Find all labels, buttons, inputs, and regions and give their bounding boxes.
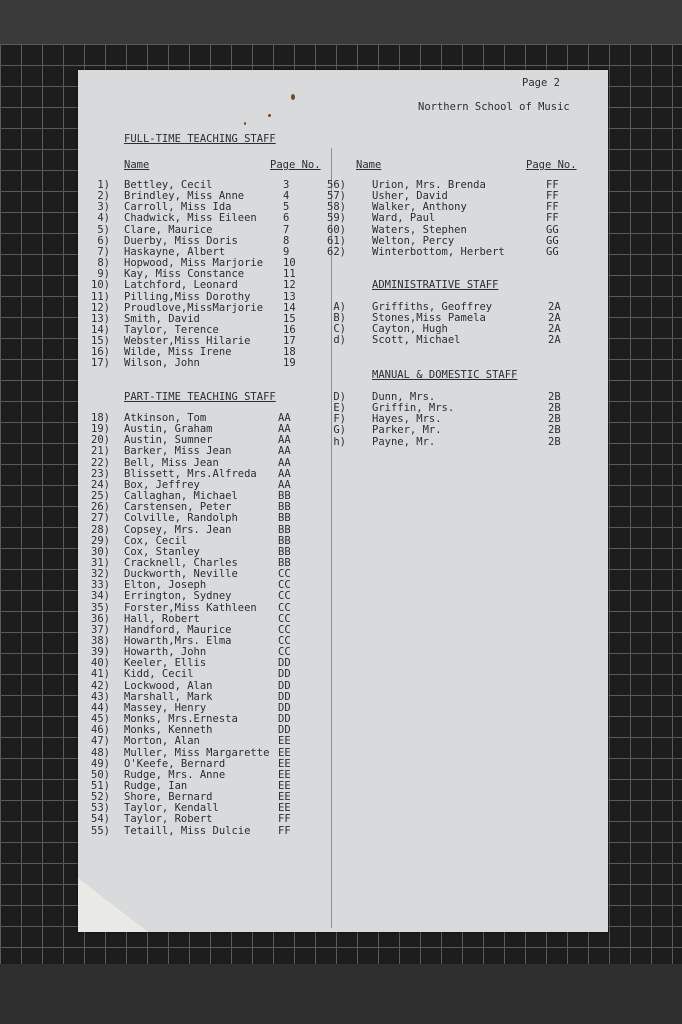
entry-page: 19	[283, 357, 296, 370]
entry-page: 2B	[548, 391, 561, 403]
manual-domestic-entry	[78, 434, 598, 448]
entry-name: Monks, Mrs.Ernesta	[124, 713, 238, 726]
entry-name: Blissett, Mrs.Alfreda	[124, 467, 257, 480]
entry-page: FF	[546, 201, 559, 214]
part-time-entry	[78, 736, 598, 747]
entry-number: 33)	[91, 579, 110, 592]
entry-name: Duckworth, Neville	[124, 568, 238, 581]
entry-number: 25)	[91, 490, 110, 503]
entry-number: 24)	[91, 478, 110, 491]
entry-page: AA	[278, 434, 291, 447]
entry-page: 4	[283, 190, 290, 203]
full-time-entry	[78, 280, 598, 291]
entry-number: 48)	[91, 746, 110, 759]
entry-page: DD	[278, 690, 291, 703]
entry-page: EE	[278, 791, 291, 804]
entry-number: 31)	[91, 556, 110, 569]
entry-page: DD	[278, 701, 291, 714]
entry-page: 6	[283, 212, 290, 225]
entry-page: GG	[546, 245, 559, 258]
entry-page: 2B	[548, 424, 561, 437]
entry-name: Austin, Sumner	[124, 434, 213, 447]
entry-page: DD	[278, 668, 291, 681]
entry-name: Forster,Miss Kathleen	[124, 601, 257, 614]
entry-page: AA	[278, 467, 291, 480]
entry-name: Tetaill, Miss Dulcie	[124, 824, 251, 837]
entry-name: Waters, Stephen	[372, 223, 467, 236]
entry-name: Lockwood, Alan	[124, 679, 213, 692]
entry-number: 18)	[91, 412, 110, 424]
entry-name: Massey, Henry	[124, 701, 207, 714]
entry-page: EE	[278, 746, 291, 759]
entry-name: Brindley, Miss Anne	[124, 190, 245, 203]
entry-number: F)	[333, 413, 346, 426]
entry-page: BB	[278, 556, 291, 569]
entry-number: 58)	[327, 201, 346, 214]
entry-page: 9	[283, 245, 290, 258]
entry-page: DD	[278, 724, 291, 737]
entry-number: 2)	[97, 190, 110, 203]
entry-page: CC	[278, 623, 291, 636]
entry-number: 14)	[91, 323, 110, 336]
entry-page: DD	[278, 657, 291, 670]
entry-page: 2A	[548, 301, 561, 313]
entry-page: AA	[278, 412, 291, 424]
entry-page: DD	[278, 679, 291, 692]
entry-number: 46)	[91, 724, 110, 737]
entry-name: Clare, Maurice	[124, 223, 213, 236]
entry-name: Smith, David	[124, 312, 200, 325]
entry-page: 15	[283, 312, 296, 325]
entry-name: Monks, Kenneth	[124, 724, 213, 737]
entry-number: 12)	[91, 301, 110, 314]
entry-number: 13)	[91, 312, 110, 325]
entry-name: Hopwood, Miss Marjorie	[124, 257, 264, 270]
entry-name: Marshall, Mark	[124, 690, 213, 703]
entry-page: 14	[283, 301, 296, 314]
entry-name: Bell, Miss Jean	[124, 456, 219, 469]
entry-name: Carstensen, Peter	[124, 501, 232, 514]
entry-number: 52)	[91, 791, 110, 804]
entry-number: 57)	[327, 190, 346, 203]
entry-page: 12	[283, 279, 296, 292]
entry-page: BB	[278, 534, 291, 547]
entry-page: AA	[278, 456, 291, 469]
entry-number: 49)	[91, 757, 110, 770]
institution-title: Northern School of Music	[418, 101, 570, 113]
part-time-entry	[78, 603, 598, 614]
entry-name: Kay, Miss Constance	[124, 268, 245, 281]
entry-page: DD	[278, 713, 291, 726]
entry-page: CC	[278, 646, 291, 659]
entry-number: 36)	[91, 612, 110, 625]
full-time-entry	[78, 358, 598, 369]
entry-name: Payne, Mr.	[372, 435, 436, 448]
entry-number: 15)	[91, 335, 110, 348]
entry-number: 43)	[91, 690, 110, 703]
entry-name: Dunn, Mrs.	[372, 391, 436, 403]
entry-page: 8	[283, 234, 290, 247]
entry-number: 4)	[97, 212, 110, 225]
entry-name: Keeler, Ellis	[124, 657, 207, 670]
entry-page: 2A	[548, 312, 561, 325]
entry-name: Hayes, Mrs.	[372, 413, 442, 426]
part-time-entry	[78, 536, 598, 547]
right-column-entry	[78, 225, 598, 236]
entry-number: 29)	[91, 534, 110, 547]
part-time-entry	[78, 681, 598, 692]
page-column-header: Page No.	[270, 159, 321, 171]
entry-name: Rudge, Ian	[124, 779, 188, 792]
entry-name: Muller, Miss Margarette	[124, 746, 270, 759]
entry-number: 42)	[91, 679, 110, 692]
typed-page	[78, 70, 608, 932]
entry-number: 38)	[91, 635, 110, 647]
entry-number: 39)	[91, 646, 110, 659]
administrative-entry	[78, 335, 598, 346]
entry-name: Atkinson, Tom	[124, 412, 207, 424]
entry-number: 44)	[91, 701, 110, 714]
entry-name: Callaghan, Michael	[124, 490, 238, 503]
part-time-entry	[78, 759, 598, 770]
manual-domestic-entry	[78, 425, 598, 436]
top-background	[0, 0, 682, 44]
entry-number: 7)	[97, 245, 110, 258]
entry-name: Morton, Alan	[124, 735, 200, 748]
entry-name: Handford, Maurice	[124, 623, 232, 636]
right-column-entry	[78, 247, 598, 258]
column-divider	[331, 148, 332, 928]
entry-number: 17)	[91, 357, 110, 370]
entry-page: EE	[278, 757, 291, 770]
bottom-background	[0, 964, 682, 1024]
entry-name: Cracknell, Charles	[124, 556, 238, 569]
part-time-entry	[78, 513, 598, 524]
entry-number: 3)	[97, 201, 110, 214]
entry-page: EE	[278, 768, 291, 781]
entry-page: EE	[278, 779, 291, 792]
entry-name: Griffin, Mrs.	[372, 402, 455, 415]
entry-page: BB	[278, 501, 291, 514]
entry-name: O'Keefe, Bernard	[124, 757, 226, 770]
entry-number: 54)	[91, 813, 110, 826]
right-column-entry	[78, 213, 598, 224]
entry-name: Howarth, John	[124, 646, 207, 659]
entry-number: 19)	[91, 423, 110, 436]
ink-stain	[291, 94, 295, 100]
part-time-entry	[78, 446, 598, 457]
right-name-header: Name	[356, 159, 382, 171]
entry-number: 32)	[91, 568, 110, 581]
entry-number: 30)	[91, 545, 110, 558]
entry-page: 11	[283, 268, 296, 281]
entry-page: BB	[278, 545, 291, 558]
entry-name: Wilson, John	[124, 357, 200, 370]
part-time-entry	[78, 669, 598, 680]
entry-name: Colville, Randolph	[124, 512, 238, 525]
entry-page: CC	[278, 601, 291, 614]
entry-number: 41)	[91, 668, 110, 681]
entry-number: 37)	[91, 623, 110, 636]
entry-name: Scott, Michael	[372, 334, 461, 347]
entry-number: 59)	[327, 212, 346, 225]
entry-name: Errington, Sydney	[124, 590, 232, 603]
entry-page: 18	[283, 346, 296, 359]
entry-page: 3	[283, 179, 290, 191]
ink-stain	[244, 122, 246, 125]
entry-number: C)	[333, 323, 346, 336]
entry-number: A)	[333, 301, 346, 313]
entry-number: 9)	[97, 268, 110, 281]
entry-name: Bettley, Cecil	[124, 179, 213, 191]
entry-number: 20)	[91, 434, 110, 447]
entry-name: Stones,Miss Pamela	[372, 312, 486, 325]
entry-number: 61)	[327, 234, 346, 247]
administrative-heading: ADMINISTRATIVE STAFF	[372, 279, 499, 291]
entry-page: CC	[278, 612, 291, 625]
entry-name: Walker, Anthony	[372, 201, 467, 214]
entry-page: BB	[278, 512, 291, 525]
part-time-entry	[78, 748, 598, 759]
entry-name: Webster,Miss Hilarie	[124, 335, 251, 348]
right-page-header: Page No.	[526, 159, 577, 171]
entry-number: 35)	[91, 601, 110, 614]
entry-name: Duerby, Miss Doris	[124, 234, 238, 247]
ink-stain	[268, 114, 271, 117]
entry-page: AA	[278, 445, 291, 458]
entry-page: 2A	[548, 334, 561, 347]
entry-name: Usher, David	[372, 190, 448, 203]
entry-name: Hall, Robert	[124, 612, 200, 625]
entry-name: Welton, Percy	[372, 234, 455, 247]
entry-name: Elton, Joseph	[124, 579, 207, 592]
entry-name: Taylor, Terence	[124, 323, 219, 336]
entry-page: FF	[278, 824, 291, 837]
entry-number: 53)	[91, 802, 110, 815]
part-time-entry	[78, 591, 598, 602]
entry-page: 17	[283, 335, 296, 348]
entry-page: 2B	[548, 413, 561, 426]
entry-name: Shore, Bernard	[124, 791, 213, 804]
entry-page: GG	[546, 234, 559, 247]
entry-number: 50)	[91, 768, 110, 781]
entry-page: 7	[283, 223, 290, 236]
entry-page: 13	[283, 290, 296, 303]
entry-name: Carroll, Miss Ida	[124, 201, 232, 214]
entry-number: 47)	[91, 735, 110, 748]
entry-page: FF	[546, 179, 559, 191]
full-time-heading: FULL-TIME TEACHING STAFF	[124, 133, 276, 145]
name-column-header: Name	[124, 159, 150, 171]
entry-number: 10)	[91, 279, 110, 292]
entry-page: FF	[278, 813, 291, 826]
entry-number: D)	[333, 391, 346, 403]
entry-number: 26)	[91, 501, 110, 514]
entry-name: Urion, Mrs. Brenda	[372, 179, 486, 191]
manual-domestic-heading: MANUAL & DOMESTIC STAFF	[372, 369, 518, 381]
entry-number: G)	[333, 424, 346, 437]
entry-name: Taylor, Robert	[124, 813, 213, 826]
entry-number: 28)	[91, 523, 110, 536]
entry-page: BB	[278, 490, 291, 503]
entry-number: 62)	[327, 245, 346, 258]
entry-number: d)	[333, 334, 346, 347]
entry-name: Barker, Miss Jean	[124, 445, 232, 458]
entry-page: EE	[278, 802, 291, 815]
entry-number: B)	[333, 312, 346, 325]
part-time-heading: PART-TIME TEACHING STAFF	[124, 391, 276, 403]
entry-name: Rudge, Mrs. Anne	[124, 768, 226, 781]
folded-corner	[78, 878, 148, 932]
entry-page: AA	[278, 423, 291, 436]
part-time-entry	[78, 525, 598, 536]
entry-name: Chadwick, Miss Eileen	[124, 212, 257, 225]
entry-name: Taylor, Kendall	[124, 802, 219, 815]
part-time-entry	[78, 814, 598, 825]
entry-page: AA	[278, 478, 291, 491]
entry-page: 2A	[548, 323, 561, 336]
page-number: Page 2	[522, 77, 560, 89]
entry-number: E)	[333, 402, 346, 415]
entry-number: 5)	[97, 223, 110, 236]
entry-page: CC	[278, 579, 291, 592]
entry-name: Winterbottom, Herbert	[372, 245, 505, 258]
entry-name: Kidd, Cecil	[124, 668, 194, 681]
entry-page: 5	[283, 201, 290, 214]
entry-page: FF	[546, 190, 559, 203]
entry-name: Latchford, Leonard	[124, 279, 238, 292]
entry-number: 60)	[327, 223, 346, 236]
entry-name: Cox, Stanley	[124, 545, 200, 558]
entry-name: Pilling,Miss Dorothy	[124, 290, 251, 303]
entry-name: Howarth,Mrs. Elma	[124, 635, 232, 647]
entry-name: Ward, Paul	[372, 212, 436, 225]
entry-name: Cayton, Hugh	[372, 323, 448, 336]
entry-number: 1)	[97, 179, 110, 191]
entry-number: 55)	[91, 824, 110, 837]
part-time-entry	[78, 826, 598, 837]
entry-page: 10	[283, 257, 296, 270]
entry-number: h)	[333, 435, 346, 448]
entry-page: FF	[546, 212, 559, 225]
entry-page: 2B	[548, 435, 561, 448]
entry-number: 8)	[97, 257, 110, 270]
entry-name: Haskayne, Albert	[124, 245, 226, 258]
part-time-entry	[78, 458, 598, 469]
entry-number: 45)	[91, 713, 110, 726]
entry-number: 51)	[91, 779, 110, 792]
entry-number: 22)	[91, 456, 110, 469]
entry-page: CC	[278, 568, 291, 581]
entry-page: EE	[278, 735, 291, 748]
entry-number: 23)	[91, 467, 110, 480]
entry-name: Wilde, Miss Irene	[124, 346, 232, 359]
entry-page: CC	[278, 590, 291, 603]
entry-number: 11)	[91, 290, 110, 303]
entry-number: 6)	[97, 234, 110, 247]
entry-name: Parker, Mr.	[372, 424, 442, 437]
entry-number: 16)	[91, 346, 110, 359]
entry-page: 2B	[548, 402, 561, 415]
entry-name: Proudlove,MissMarjorie	[124, 301, 264, 314]
entry-name: Cox, Cecil	[124, 534, 188, 547]
entry-page: 16	[283, 323, 296, 336]
entry-name: Copsey, Mrs. Jean	[124, 523, 232, 536]
entry-name: Griffiths, Geoffrey	[372, 301, 493, 313]
entry-name: Box, Jeffrey	[124, 478, 200, 491]
entry-page: CC	[278, 635, 291, 647]
entry-number: 21)	[91, 445, 110, 458]
entry-number: 34)	[91, 590, 110, 603]
entry-page: GG	[546, 223, 559, 236]
entry-number: 40)	[91, 657, 110, 670]
entry-name: Austin, Graham	[124, 423, 213, 436]
entry-number: 27)	[91, 512, 110, 525]
entry-number: 56)	[327, 179, 346, 191]
entry-page: BB	[278, 523, 291, 536]
